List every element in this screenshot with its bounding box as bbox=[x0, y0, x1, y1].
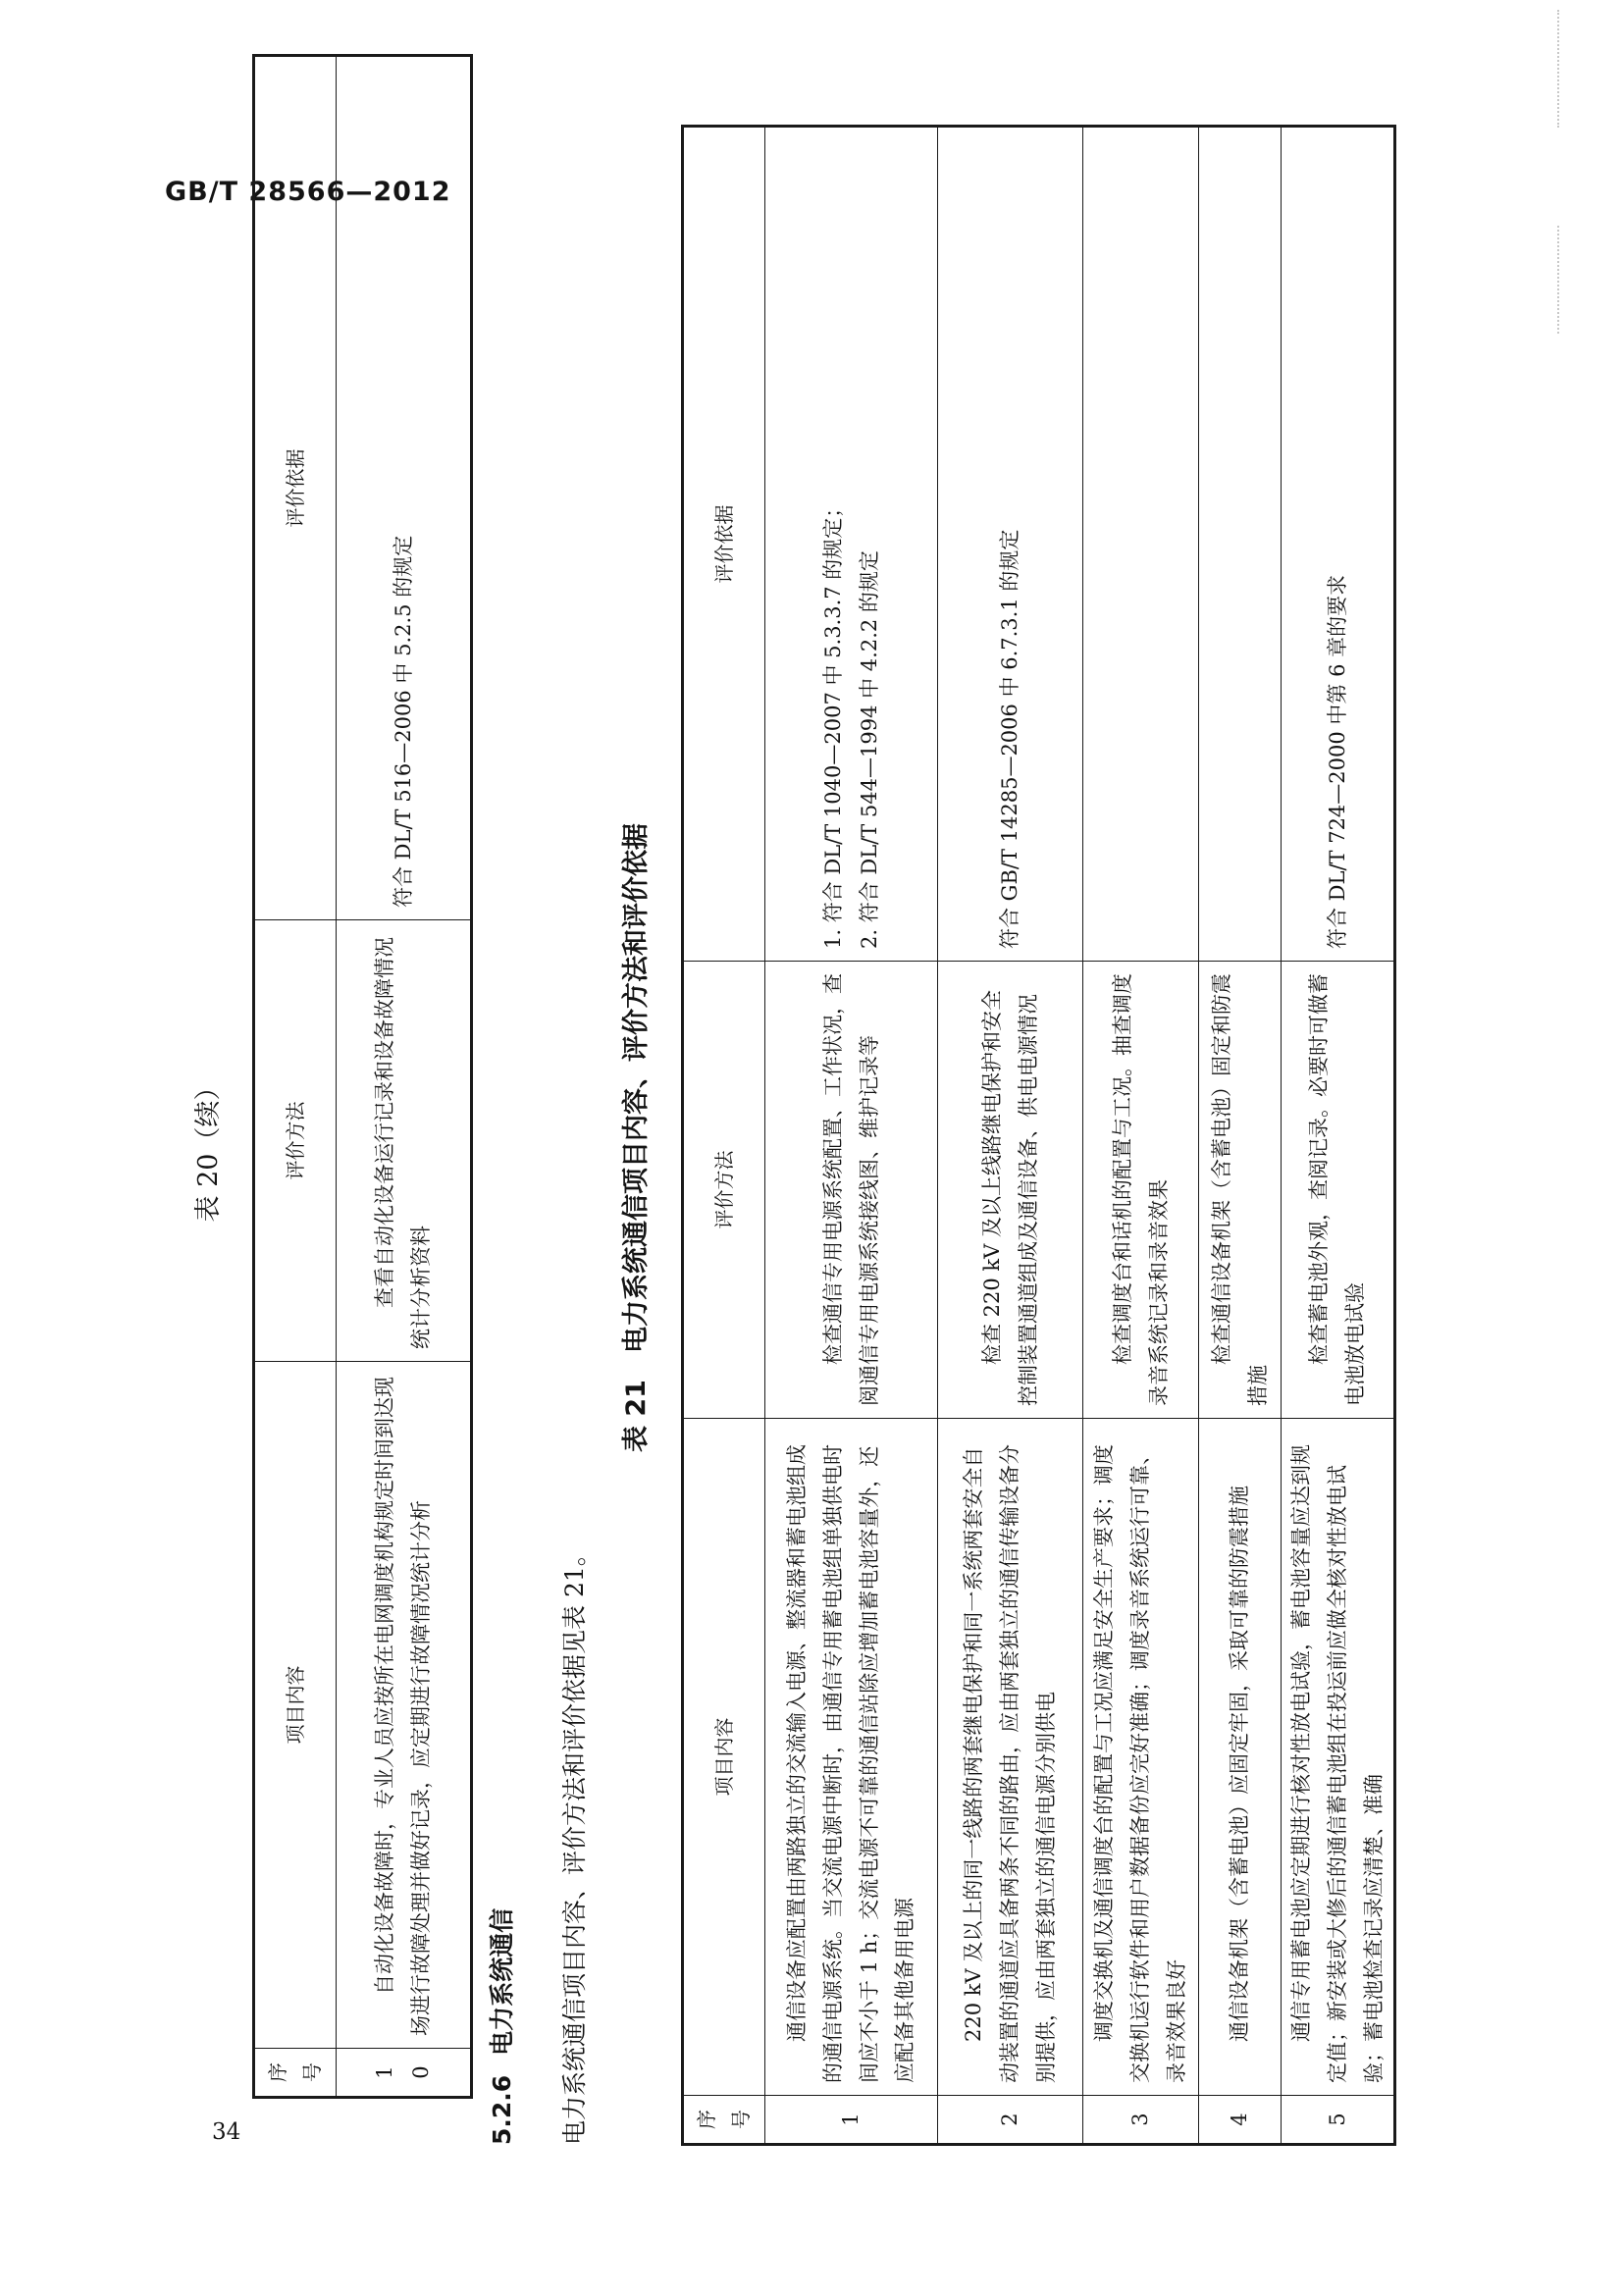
row-basis: 符合 DL/T 516—2006 中 5.2.5 的规定 bbox=[337, 56, 472, 920]
row-content: 调度交换机及通信调度台的配置与工况应满足安全生产要求；调度交换机运行软件和用户数据备份应完好准确；调度录音系统运行可靠、录音效果良好 bbox=[1083, 1419, 1199, 2096]
row-content: 通信设备应配置由两路独立的交流输入电源、整流器和蓄电池组成的通信电源系统。当交流电源中断时，由通信专用蓄电池组单独供电时间应不小于 1 h；交流电源不可靠的通信站除应增加蓄电池容量外，还应配备其他备用电源 bbox=[765, 1419, 938, 2096]
header-seq: 序号 bbox=[254, 2049, 337, 2098]
row-method: 查看自动化设备运行记录和设备故障情况统计分析资料 bbox=[337, 920, 472, 1362]
row-seq: 1 bbox=[765, 2096, 938, 2145]
table-row bbox=[1282, 127, 1395, 2145]
header-method: 评价方法 bbox=[254, 920, 337, 1362]
row-method: 检查蓄电池外观，查阅记录。必要时可做蓄电池放电试验 bbox=[1282, 962, 1395, 1419]
header-basis: 评价依据 bbox=[254, 56, 337, 920]
row-seq: 4 bbox=[1199, 2096, 1282, 2145]
basis-line: 符合 GB/T 14285—2006 中 6.7.3.1 的规定 bbox=[998, 529, 1022, 949]
header-seq: 序号 bbox=[683, 2096, 765, 2145]
table-row bbox=[1199, 127, 1282, 2145]
row-content: 通信设备机架（含蓄电池）应固定牢固，采取可靠的防震措施 bbox=[1199, 1419, 1282, 2096]
basis-line: 符合 DL/T 724—2000 中第 6 章的要求 bbox=[1325, 574, 1349, 949]
row-basis bbox=[765, 127, 938, 962]
row-method: 检查通信专用电源系统配置、工作状况，查阅通信专用电源系统接线图、维护记录等 bbox=[765, 962, 938, 1419]
section-title: 电力系统通信 bbox=[488, 1907, 516, 2056]
table-header-row bbox=[254, 56, 337, 2098]
table-row bbox=[1083, 127, 1199, 2145]
header-basis: 评价依据 bbox=[683, 127, 765, 962]
row-method: 检查 220 kV 及以上线路继电保护和安全控制装置通道组成及通信设备、供电电源情况 bbox=[938, 962, 1083, 1419]
intro-paragraph: 电力系统通信项目内容、评价方法和评价依据见表 21。 bbox=[560, 1541, 589, 2145]
table-21 bbox=[681, 125, 1396, 2146]
header-method: 评价方法 bbox=[683, 962, 765, 1419]
header-content: 项目内容 bbox=[254, 1362, 337, 2049]
table-row bbox=[938, 127, 1083, 2145]
row-content: 220 kV 及以上的同一线路的两套继电保护和同一系统两套安全自动装置的通道应具备两条不同的路由，应由两套独立的通信传输设备分别提供，应由两套独立的通信电源分别供电 bbox=[938, 1419, 1083, 2096]
row-seq: 5 bbox=[1282, 2096, 1395, 2145]
row-content: 通信专用蓄电池应定期进行核对性放电试验，蓄电池容量应达到规定值；新安装或大修后的通信蓄电池组在投运前应做全核对性放电试验；蓄电池检查记录应清楚、准确 bbox=[1282, 1419, 1395, 2096]
table-row bbox=[765, 127, 938, 2145]
basis-line: 2. 符合 DL/T 544—1994 中 4.2.2 的规定 bbox=[857, 550, 881, 949]
row-basis bbox=[1282, 127, 1395, 962]
table21-title: 表 21 电力系统通信项目内容、评价方法和评价依据 bbox=[621, 823, 652, 1452]
section-heading bbox=[483, 1908, 518, 2145]
table-row bbox=[337, 56, 472, 2098]
row-seq: 3 bbox=[1083, 2096, 1199, 2145]
row-seq: 10 bbox=[337, 2049, 472, 2098]
basis-line: 1. 符合 DL/T 1040—2007 中 5.3.3.7 的规定； bbox=[820, 496, 845, 949]
row-method: 检查通信设备机架（含蓄电池）固定和防震措施 bbox=[1199, 962, 1282, 1419]
page-number: 34 bbox=[212, 2119, 241, 2145]
standard-code: GB/T 28566—2012 bbox=[165, 177, 451, 207]
row-method: 检查调度台和话机的配置与工况。抽查调度录音系统记录和录音效果 bbox=[1083, 962, 1199, 1419]
row-seq: 2 bbox=[938, 2096, 1083, 2145]
section-number: 5.2.6 bbox=[488, 2074, 516, 2145]
table-header-row bbox=[683, 127, 765, 2145]
table20-title: 表 20（续） bbox=[193, 1073, 224, 1223]
table-20 bbox=[252, 54, 473, 2099]
row-basis bbox=[1199, 127, 1282, 962]
header-content: 项目内容 bbox=[683, 1419, 765, 2096]
row-basis bbox=[938, 127, 1083, 962]
row-content: 自动化设备故障时，专业人员应按所在电网调度机构规定时间到达现场进行故障处理并做好记录，应定期进行故障情况统计分析 bbox=[337, 1362, 472, 2049]
row-basis bbox=[1083, 127, 1199, 962]
